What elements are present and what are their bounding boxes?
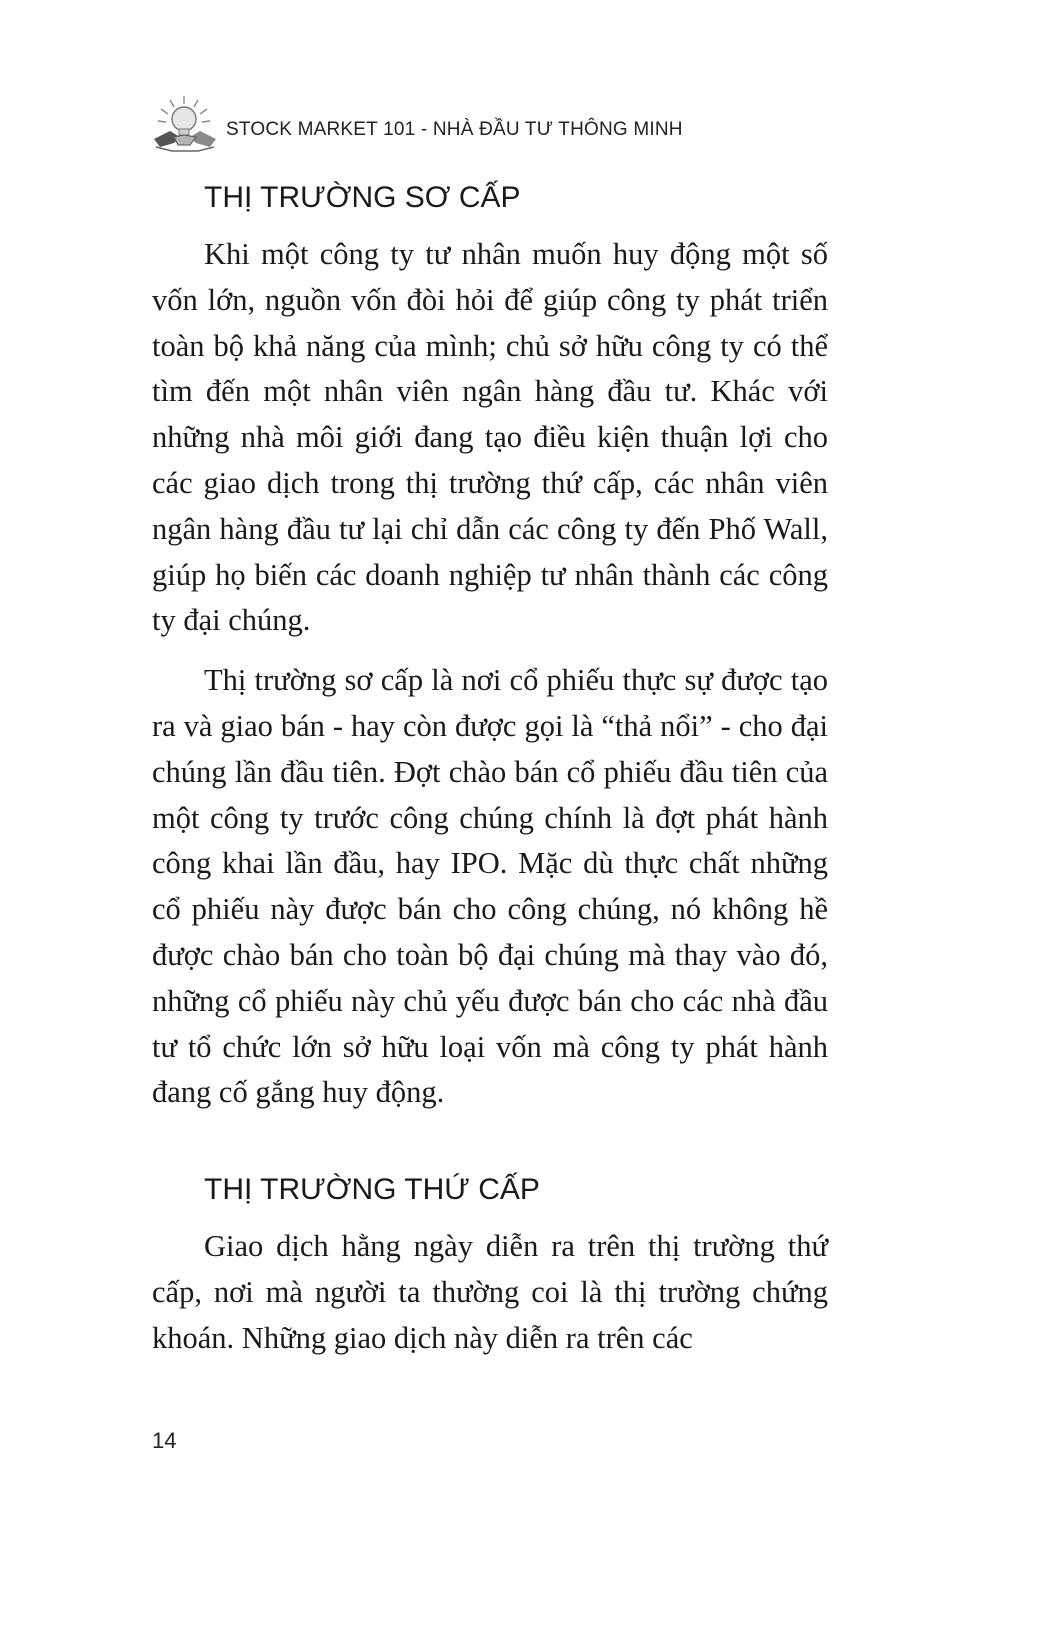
section-heading-secondary-market: THỊ TRƯỜNG THỨ CẤP bbox=[204, 1173, 540, 1207]
paragraph: Thị trường sơ cấp là nơi cổ phiếu thực sự được tạo ra và giao bán - hay còn được gọi là “thả nổi” - cho đại chúng lần đầu tiên. Đợt chào bán cổ phiếu đầu tiên của một công ty trước công chúng chính là đợt phát hành công khai lần đầu, hay IPO. Mặc dù thực chất những cổ phiếu này được bán cho công chúng, nó không hề được chào bán cho toàn bộ đại chúng mà thay vào đó, những cổ phiếu này chủ yếu được bán cho các nhà đầu tư tổ chức lớn sở hữu loại vốn mà công ty phát hành đang cố gắng huy động. bbox=[152, 663, 828, 1110]
lightbulb-handshake-logo-icon bbox=[150, 91, 220, 155]
section-heading-primary-market: THỊ TRƯỜNG SƠ CẤP bbox=[204, 181, 521, 214]
page-number: 14 bbox=[152, 1428, 177, 1453]
paragraph: Khi một công ty tư nhân muốn huy động một số vốn lớn, nguồn vốn đòi hỏi để giúp công ty phát triển toàn bộ khả năng của mình; chủ sở hữu công ty có thể tìm đến một nhân viên ngân hàng đầu tư. Khác với những nhà môi giới đang tạo điều kiện thuận lợi cho các giao dịch trong thị trường thứ cấp, các nhân viên ngân hàng đầu tư lại chỉ dẫn các công ty đến Phố Wall, giúp họ biến các doanh nghiệp tư nhân thành các công ty đại chúng. bbox=[152, 237, 828, 638]
page-body bbox=[152, 170, 828, 1362]
running-header bbox=[150, 88, 683, 158]
paragraph: Giao dịch hằng ngày diễn ra trên thị trường thứ cấp, nơi mà người ta thường coi là thị trường chứng khoán. Những giao dịch này diễn ra trên các bbox=[152, 1229, 828, 1355]
running-title: STOCK MARKET 101 - NHÀ ĐẦU TƯ THÔNG MINH bbox=[226, 119, 683, 140]
